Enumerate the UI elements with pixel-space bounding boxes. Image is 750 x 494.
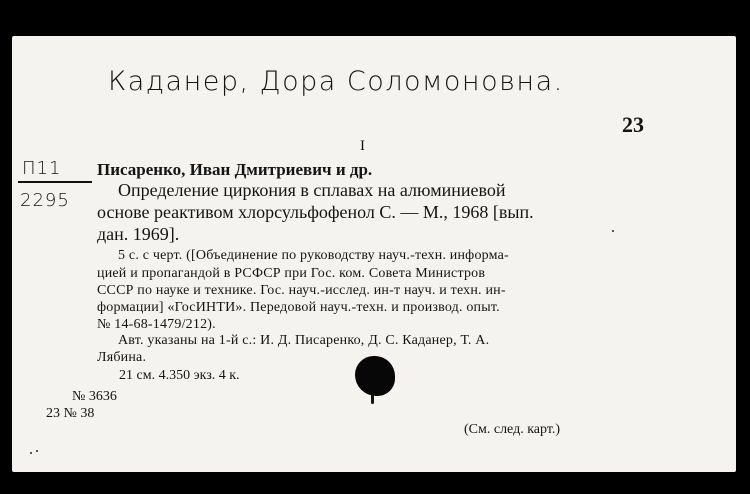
handwritten-heading: Каданер, Дора Соломоновна. [108, 66, 564, 97]
title-line: Определение циркония в сплавах на алюминиевой [118, 180, 506, 200]
series-line: № 14-68-1479/212). [97, 317, 216, 332]
card-number: 23 [622, 112, 644, 137]
inventory-number: 23 № 38 [46, 406, 95, 421]
author-heading: Писаренко, Иван Дмитриевич и др. [97, 160, 373, 179]
shelfmark-top: П11 [22, 158, 62, 179]
series-line: цией и пропагандой в РСФСР при Гос. ком. Совета Министров [97, 266, 486, 281]
continuation-note: (См. след. карт.) [464, 422, 561, 437]
title-line: основе реактивом хлорсульфофенол С. — М., 1968 [вып. [97, 202, 534, 222]
title-line: дан. 1969]. [97, 224, 180, 244]
authors-note-line: Лябина. [97, 350, 147, 365]
series-line: 5 с. с черт. ([Объединение по руководству науч.-техн. информа- [118, 248, 509, 263]
speck [30, 452, 32, 454]
ink-blot [355, 356, 395, 396]
authors-note-line: Авт. указаны на 1-й с.: И. Д. Писаренко, Д. С. Каданер, Т. А. [118, 333, 490, 348]
speck [612, 230, 614, 232]
ink-blot-drip [371, 394, 374, 404]
shelfmark-underline [18, 181, 92, 183]
series-line: СССР по науке и технике. Гос. науч.-исслед. ин-т науч. и техн. ин- [97, 283, 506, 298]
sequence-number: I [360, 138, 365, 154]
shelfmark-bottom: 2295 [20, 190, 70, 211]
series-line: формации] «ГосИНТИ». Передовой науч.-техн. и производ. опыт. [97, 300, 500, 315]
speck [36, 450, 38, 452]
inventory-number: № 3636 [72, 389, 117, 404]
physical-description: 21 см. 4.350 экз. 4 к. [119, 368, 240, 383]
